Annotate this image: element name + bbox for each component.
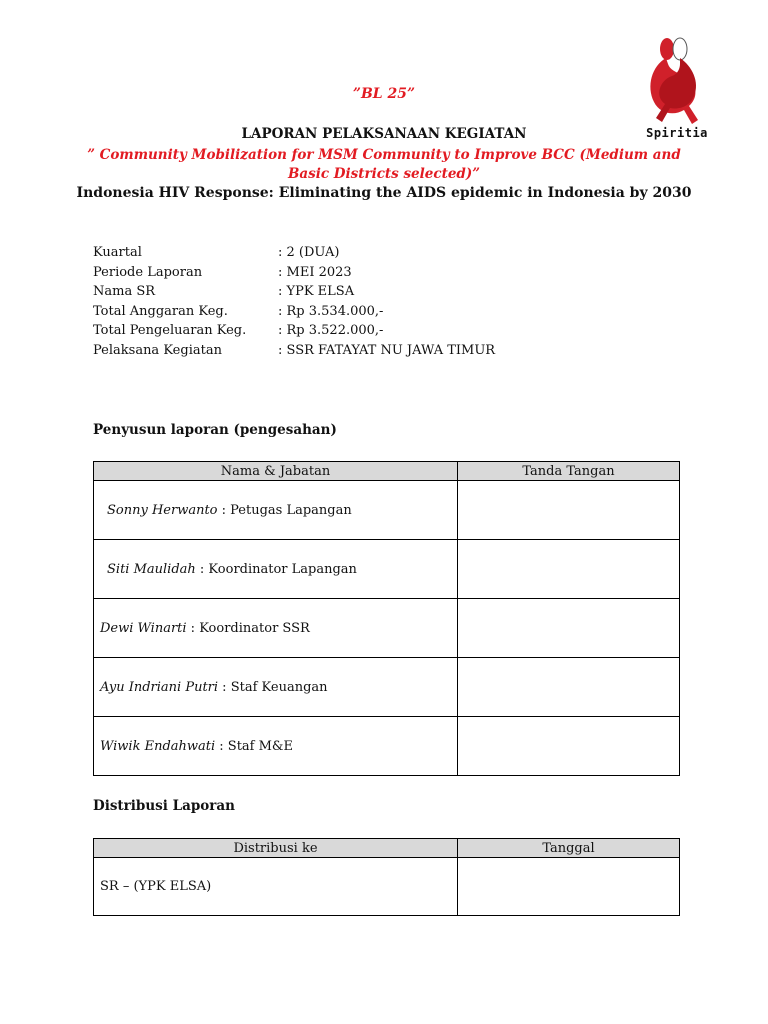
detail-row (93, 323, 495, 343)
name-cell (94, 658, 458, 717)
column-header-date: Tanggal (458, 839, 680, 858)
detail-label: Kuartal (93, 245, 142, 260)
table-row (94, 540, 680, 599)
table-row (94, 717, 680, 776)
signature-cell[interactable] (458, 481, 680, 540)
signer-name: Ayu Indriani Putri (100, 679, 219, 695)
date-cell[interactable] (458, 858, 680, 916)
signer-name: Sonny Herwanto (107, 502, 218, 518)
table-row (94, 599, 680, 658)
detail-row (93, 343, 495, 363)
recipient-cell: SR – (YPK ELSA) (94, 858, 458, 916)
detail-row (93, 304, 495, 324)
program-theme: Indonesia HIV Response: Eliminating the AIDS epidemic in Indonesia by 2030 (76, 185, 692, 201)
signature-cell[interactable] (458, 717, 680, 776)
detail-value: : YPK ELSA (278, 284, 355, 300)
column-header-signature: Tanda Tangan (458, 462, 680, 481)
signer-role: : Koordinator SSR (186, 620, 310, 636)
distribution-heading: Distribusi Laporan (93, 798, 235, 814)
signer-role: : Petugas Lapangan (217, 502, 352, 518)
detail-row (93, 265, 495, 285)
program-subtitle: ” Community Mobilization for MSM Community to Improve BCC (Medium and Basic Districts selected)” (87, 147, 681, 182)
signer-role: : Koordinator Lapangan (195, 561, 357, 577)
name-cell (94, 540, 458, 599)
approval-table (93, 461, 680, 776)
signer-name: Siti Maulidah (107, 561, 196, 577)
detail-value: : Rp 3.522.000,- (278, 323, 384, 339)
table-row (94, 858, 680, 916)
detail-label: Pelaksana Kegiatan (93, 342, 222, 358)
spiritia-logo (640, 36, 714, 144)
name-cell (94, 481, 458, 540)
detail-row (93, 284, 495, 304)
approval-heading: Penyusun laporan (pengesahan) (93, 422, 337, 438)
detail-label: Total Anggaran Keg. (93, 303, 228, 319)
report-details (93, 245, 495, 363)
report-code: ”BL 25” (352, 86, 416, 102)
detail-value: : 2 (DUA) (278, 245, 340, 260)
detail-label: Periode Laporan (93, 264, 203, 280)
logo-text: Spiritia (646, 126, 708, 140)
signature-cell[interactable] (458, 540, 680, 599)
red-ribbon-icon (640, 36, 714, 128)
table-header-row (94, 462, 680, 481)
detail-value: : SSR FATAYAT NU JAWA TIMUR (278, 342, 496, 358)
column-header-name: Nama & Jabatan (94, 462, 458, 481)
column-header-recipient: Distribusi ke (94, 839, 458, 858)
report-title: LAPORAN PELAKSANAAN KEGIATAN (241, 126, 527, 142)
detail-row (93, 245, 495, 265)
signer-role: : Staf Keuangan (218, 679, 328, 695)
signer-role: : Staf M&E (215, 738, 293, 754)
signer-name: Wiwik Endahwati (100, 738, 216, 754)
detail-value: : MEI 2023 (278, 264, 352, 280)
table-row (94, 658, 680, 717)
detail-label: Total Pengeluaran Keg. (93, 323, 247, 339)
table-header-row (94, 839, 680, 858)
name-cell (94, 717, 458, 776)
signer-name: Dewi Winarti (100, 620, 187, 636)
detail-value: : Rp 3.534.000,- (278, 303, 384, 319)
distribution-table (93, 838, 680, 916)
signature-cell[interactable] (458, 658, 680, 717)
signature-cell[interactable] (458, 599, 680, 658)
detail-label: Nama SR (93, 284, 156, 300)
table-row (94, 481, 680, 540)
name-cell (94, 599, 458, 658)
